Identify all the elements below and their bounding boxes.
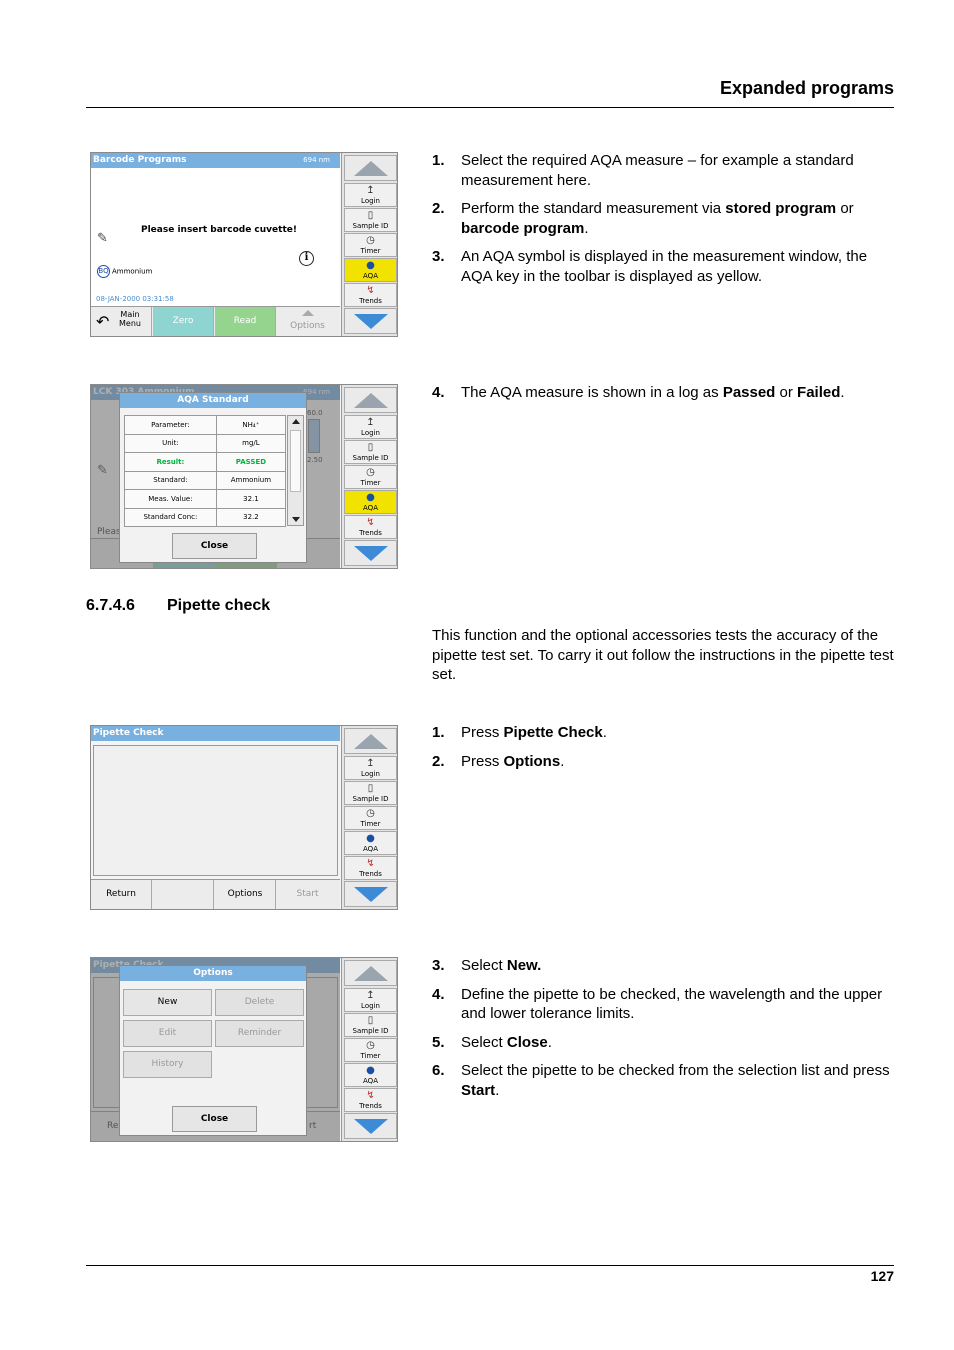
- step-number: 3.: [432, 957, 445, 974]
- step-number: 4.: [432, 384, 445, 401]
- screen-pipette-options: [90, 957, 398, 1142]
- section-intro: This function and the optional accessories tests the accuracy of the pipette test set. To carry it out follow the instructions in the pipette test set.: [432, 627, 894, 683]
- window-title: [91, 153, 340, 168]
- login-button[interactable]: [344, 756, 397, 780]
- sample-id-label: Sample ID: [352, 795, 389, 803]
- step-item: [432, 383, 894, 403]
- wavelength: 694 nm: [303, 156, 330, 164]
- down-arrow-icon: [354, 314, 388, 329]
- login-icon: ↥: [366, 990, 375, 1001]
- screen-pipette-check: [90, 725, 398, 910]
- login-label: Login: [361, 197, 380, 205]
- scroll-thumb[interactable]: [290, 430, 301, 492]
- trends-label: Trends: [359, 529, 382, 537]
- step-text: .: [840, 384, 845, 401]
- step-bold: Options: [503, 752, 561, 770]
- up-arrow-icon: [354, 393, 388, 408]
- step-bold: Passed: [722, 384, 776, 401]
- step-bold: Start: [461, 1081, 496, 1099]
- trends-label: Trends: [359, 1102, 382, 1110]
- main-panel: [91, 958, 340, 1141]
- close-button[interactable]: Close: [172, 1106, 257, 1132]
- trends-button[interactable]: [344, 515, 397, 539]
- step-number: 1.: [432, 724, 445, 741]
- table-row: [125, 416, 286, 435]
- dialog-title: Options: [120, 966, 306, 981]
- section-title: Pipette check: [167, 597, 271, 614]
- scroll-up-button[interactable]: [344, 728, 397, 754]
- login-label: Login: [361, 1002, 380, 1010]
- trends-button[interactable]: [344, 1088, 397, 1112]
- sample-id-button[interactable]: [344, 208, 397, 232]
- read-button[interactable]: Read: [215, 307, 276, 336]
- sample-id-button[interactable]: [344, 440, 397, 464]
- bottom-toolbar: [91, 879, 340, 909]
- up-arrow-icon: [354, 734, 388, 749]
- step-text: Press: [461, 752, 504, 770]
- steps-group-1: [432, 151, 894, 295]
- edit-button[interactable]: Edit: [123, 1020, 212, 1047]
- header-rule: [86, 107, 894, 108]
- trends-icon: ↯: [366, 858, 375, 869]
- section-heading: [86, 597, 270, 615]
- aqa-icon: ●: [366, 260, 375, 271]
- timer-icon: ◷: [366, 467, 375, 478]
- history-button[interactable]: History: [123, 1051, 212, 1078]
- step-text: Select the pipette to be checked from the selection list and press: [461, 1062, 890, 1079]
- step-text: Perform the standard measurement via: [461, 200, 726, 217]
- trends-label: Trends: [359, 297, 382, 305]
- step-number: 5.: [432, 1033, 445, 1051]
- down-arrow-icon: [354, 546, 388, 561]
- step-item: [432, 985, 894, 1024]
- trends-icon: ↯: [366, 1090, 375, 1101]
- login-icon: ↥: [366, 417, 375, 428]
- step-bold: New.: [506, 957, 542, 974]
- steps-group-2: [432, 383, 894, 412]
- timer-label: Timer: [360, 247, 381, 255]
- row-label: Meas. Value:: [125, 490, 217, 509]
- reminder-button[interactable]: Reminder: [215, 1020, 304, 1047]
- steps-group-3: [432, 723, 894, 780]
- row-value: mg/L: [216, 434, 285, 453]
- step-number: 2.: [432, 752, 445, 770]
- bottom-toolbar: [91, 306, 340, 336]
- row-label: Result:: [125, 453, 217, 472]
- step-bold: stored program: [725, 200, 837, 217]
- timer-button[interactable]: [344, 806, 397, 830]
- sidebar-toolbar: [341, 726, 398, 909]
- empty-button: [153, 880, 214, 909]
- aqa-button[interactable]: [344, 258, 397, 282]
- step-item: [432, 956, 894, 976]
- new-button[interactable]: New: [123, 989, 212, 1016]
- timer-button[interactable]: [344, 1038, 397, 1062]
- timer-icon: ◷: [366, 1040, 375, 1051]
- dialog-title: AQA Standard: [120, 393, 306, 408]
- step-text: The AQA measure is shown in a log as: [461, 384, 723, 401]
- edit-pen-icon[interactable]: ✎: [97, 231, 108, 246]
- step-item: [432, 1061, 894, 1100]
- aqa-button[interactable]: [344, 831, 397, 855]
- start-button[interactable]: Start: [296, 889, 319, 899]
- options-label: Options: [290, 321, 325, 331]
- aqa-standard-dialog: [119, 392, 307, 563]
- scroll-up-button[interactable]: [344, 387, 397, 413]
- options-button[interactable]: [277, 307, 338, 336]
- trends-icon: ↯: [366, 285, 375, 296]
- aqa-label: AQA: [363, 504, 378, 512]
- step-number: 1.: [432, 152, 445, 169]
- step-bold: Failed: [797, 384, 841, 401]
- info-icon[interactable]: i: [299, 251, 314, 266]
- program-name: [97, 265, 152, 278]
- up-arrow-icon: [354, 161, 388, 176]
- window-title-text: Barcode Programs: [93, 155, 187, 165]
- row-value: 32.2: [216, 508, 285, 527]
- footer-rule: [86, 1265, 894, 1266]
- step-text: Press: [461, 724, 504, 741]
- delete-button[interactable]: Delete: [215, 989, 304, 1016]
- aqa-icon: ●: [366, 1065, 375, 1076]
- options-button[interactable]: Options: [215, 880, 276, 909]
- sample-id-icon: ▯: [367, 210, 374, 221]
- screen-aqa-standard: [90, 384, 398, 569]
- step-bold: Pipette Check: [503, 724, 603, 741]
- sample-id-button[interactable]: [344, 1013, 397, 1037]
- steps-group-4: [432, 956, 894, 1109]
- main-panel: [91, 726, 340, 909]
- trends-label: Trends: [359, 870, 382, 878]
- section-number: 6.7.4.6: [86, 597, 135, 614]
- back-arrow-icon: ↶: [96, 312, 110, 331]
- row-label: Standard Conc:: [125, 508, 217, 527]
- up-arrow-icon: [354, 966, 388, 981]
- row-value: 32.1: [216, 490, 285, 509]
- step-text: Select: [461, 1033, 507, 1051]
- down-arrow-icon: [354, 1119, 388, 1134]
- step-number: 2.: [432, 200, 445, 217]
- step-text: Select: [461, 957, 507, 974]
- step-text: .: [602, 724, 607, 741]
- timer-button[interactable]: [344, 465, 397, 489]
- aqa-label: AQA: [363, 1077, 378, 1085]
- options-dialog: [119, 965, 307, 1136]
- sidebar-toolbar: [341, 153, 398, 336]
- login-label: Login: [361, 429, 380, 437]
- scroll-up-button[interactable]: [344, 960, 397, 986]
- insert-cuvette-message: Please insert barcode cuvette!: [141, 225, 297, 235]
- step-number: 4.: [432, 985, 445, 1003]
- page-number: 127: [870, 1268, 894, 1284]
- aqa-button[interactable]: [344, 490, 397, 514]
- timer-label: Timer: [360, 820, 381, 828]
- scroll-up-button[interactable]: [344, 155, 397, 181]
- step-item: [432, 752, 894, 772]
- step-item: [432, 151, 894, 190]
- aqa-results-table: [124, 415, 286, 527]
- aqa-label: AQA: [363, 845, 378, 853]
- sample-id-button[interactable]: [344, 781, 397, 805]
- program-label: Ammonium: [112, 267, 153, 276]
- main-panel: [91, 385, 340, 568]
- result-passed: PASSED: [216, 453, 285, 472]
- sample-id-icon: ▯: [367, 442, 374, 453]
- aqa-icon: ●: [366, 492, 375, 503]
- step-text: or: [836, 200, 854, 217]
- trends-button[interactable]: [344, 283, 397, 307]
- step-text: or: [775, 384, 798, 401]
- window-title: Pipette Check: [91, 726, 340, 741]
- table-scrollbar[interactable]: [287, 415, 304, 526]
- table-row: [125, 453, 286, 472]
- login-button[interactable]: [344, 183, 397, 207]
- timer-icon: ◷: [366, 808, 375, 819]
- scroll-down-arrow-icon[interactable]: [292, 517, 300, 522]
- scroll-down-button[interactable]: [344, 881, 397, 907]
- step-number: 3.: [432, 248, 445, 265]
- table-row: [125, 490, 286, 509]
- scroll-down-button[interactable]: [344, 308, 397, 334]
- step-text: Select the required AQA measure – for example a standard measurement here.: [461, 152, 854, 189]
- sample-id-icon: ▯: [367, 783, 374, 794]
- login-button[interactable]: [344, 988, 397, 1012]
- main-menu-label-1: Main: [120, 310, 140, 319]
- timer-icon: ◷: [366, 235, 375, 246]
- trends-icon: ↯: [366, 517, 375, 528]
- login-icon: ↥: [366, 185, 375, 196]
- step-item: [432, 199, 894, 238]
- step-bold: Close: [506, 1033, 548, 1051]
- sample-id-icon: ▯: [367, 1015, 374, 1026]
- step-text: Define the pipette to be checked, the wavelength and the upper and lower tolerance limits.: [461, 985, 883, 1022]
- row-value: NH₄⁺: [216, 416, 285, 435]
- table-row: [125, 471, 286, 490]
- table-row: [125, 434, 286, 453]
- datetime: 08-JAN-2000 03:31:58: [96, 295, 174, 303]
- down-arrow-icon: [354, 887, 388, 902]
- timer-label: Timer: [360, 1052, 381, 1060]
- main-menu-button[interactable]: [91, 307, 152, 336]
- scroll-up-arrow-icon[interactable]: [292, 419, 300, 424]
- return-button[interactable]: Return: [91, 880, 152, 909]
- sample-id-label: Sample ID: [352, 222, 389, 230]
- sidebar-toolbar: [341, 958, 398, 1141]
- scroll-down-button[interactable]: [344, 540, 397, 566]
- screen-barcode-programs: [90, 152, 398, 337]
- main-menu-label-2: Menu: [119, 319, 141, 328]
- step-number: 6.: [432, 1062, 445, 1079]
- timer-label: Timer: [360, 479, 381, 487]
- sidebar-toolbar: [341, 385, 398, 568]
- pipette-list[interactable]: [93, 745, 338, 876]
- close-button[interactable]: Close: [172, 533, 257, 559]
- row-label: Parameter:: [125, 416, 217, 435]
- login-label: Login: [361, 770, 380, 778]
- step-text: .: [547, 1033, 552, 1051]
- timer-button[interactable]: [344, 233, 397, 257]
- zero-button[interactable]: Zero: [153, 307, 214, 336]
- main-panel: [91, 153, 340, 336]
- sample-id-label: Sample ID: [352, 1027, 389, 1035]
- step-text: An AQA symbol is displayed in the measurement window, the AQA key in the toolbar is displayed as yellow.: [461, 248, 868, 285]
- row-label: Unit:: [125, 434, 217, 453]
- trends-button[interactable]: [344, 856, 397, 880]
- aqa-label: AQA: [363, 272, 378, 280]
- sample-id-label: Sample ID: [352, 454, 389, 462]
- barcode-badge-icon: BQ: [97, 265, 110, 278]
- aqa-icon: ●: [366, 833, 375, 844]
- step-bold: barcode program: [461, 219, 585, 237]
- step-text: .: [495, 1081, 500, 1099]
- aqa-button[interactable]: [344, 1063, 397, 1087]
- login-icon: ↥: [366, 758, 375, 769]
- row-value: Ammonium: [216, 471, 285, 490]
- login-button[interactable]: [344, 415, 397, 439]
- step-item: [432, 247, 894, 286]
- scroll-down-button[interactable]: [344, 1113, 397, 1139]
- step-text: .: [584, 219, 589, 237]
- step-text: .: [560, 752, 565, 770]
- step-item: [432, 723, 894, 743]
- table-row: [125, 508, 286, 527]
- step-item: [432, 1033, 894, 1053]
- page-header-title: Expanded programs: [719, 78, 894, 98]
- row-label: Standard:: [125, 471, 217, 490]
